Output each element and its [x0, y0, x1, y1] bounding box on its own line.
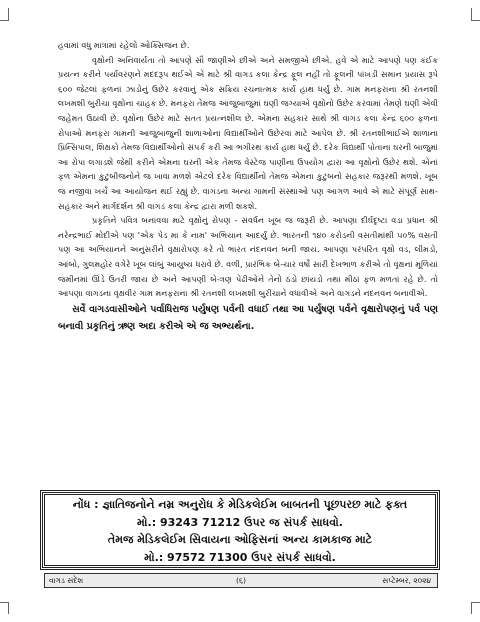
crop-mark-top-left	[8, 8, 21, 20]
paragraph-nature-appeal: પ્રકૃતિને પવિત્ર બનાવવા માટે વૃક્ષોનું રોપણ - સંવર્ધન ખૂબ જ જરૂરી છે. આપણા દીર્ઘદૃષ્ટા વડા પ્રધાન શ્રી નરેન્દ્રભાઈ મોદીએ પણ 'એક પેડ મા કે નામ' અભિયાન આદર્યું છે. ભારતની ૧૪૦ કરોડની વસતીમાંથી ૫૦% વસતી પણ આ અભિયાનને અનુસરીને વૃક્ષારોપણ કરે તો ભારત નંદનવન બની જાય. આપણા પરંપરિત વૃક્ષો વડ, લીમડો, આંબો, ગુલમહોર વગેરે ખૂબ લાંબું આયુષ્ય ધરાવે છે. વળી, પ્રારંભિક બે-ચાર વર્ષો સારી દેખભાળ કરીએ તો વૃક્ષનાં મૂળિયાં જમીનમાં ઊંડે ઉતરી જાય છે અને આપણી બે-ત્રણ પેઢીઓને તેનો ઠંડો છાંયડો તથા મીઠાં ફળ મળતાં રહે છે. તો આપણા વાગડના વૃક્ષવીર ગામ મનફરાના શ્રી રતનશી લખમશી બુરીચાને વધાવીએ અને વાગડને નંદનવન બનાવીએ.	[58, 215, 438, 299]
paryushan-appeal: સર્વે વાગડવાસીઓને પર્વાધિરાજ પર્યુષણ પર્વની વધાઈ તથા આ પર્યુષણ પર્વને વૃક્ષારોપણનું પર્વ પણ બનાવી પ્રકૃતિનું ઋણ અદા કરીએ એ જ અભ્યર્થના.	[58, 303, 438, 332]
paragraph-tree-planting-initiative: વૃક્ષોની અનિવાર્યતા તો આપણે સૌ જાણીએ છીએ અને સમજીએ છીએ. હવે એ માટે આપણે પણ કંઈક પ્રયત્ન કરીને પર્યાવરણને મદદરૂપ થઈએ એ માટે શ્રી વાગડ કલા કેન્દ્ર ફૂલ નહીં તો ફૂલની પાંખડી સમાન પ્રયાસ રૂપે ૬૦૦ જેટલાં ફળનાં ઝાડોનું ઉછેર કરવાનું એક સક્રિય રચનાત્મક કાર્ય હાથ ધર્યું છે. ગામ મનફરાના શ્રી રતનશી લખમશી બુરીચા વૃક્ષોના ચાહક છે. મનફરા તેમજ આજુબાજુમાં ઘણી જગ્યાએ વૃક્ષોનો ઉછેર કરવામાં તેમણે ઘણી એવી જહેમત ઉઠાવી છે. વૃક્ષોના ઉછેર માટે સતત પ્રયત્નશીલ છે. એમના સહકાર સાથે શ્રી વાગડ કલા કેન્દ્ર ૬૦૦ ફળના રોપાઓ મનફરા ગામની આજુબાજુની શાળાઓના વિદ્યાર્થીઓને ઉછેરવા માટે આપેલ છે. શ્રી રતનશીભાઈએ શાળાના પ્રિન્સિપાલ, શિક્ષકો તેમજ વિદ્યાર્થીઓનો સંપર્ક કરી આ ભગીરથ કાર્ય હાથ ધર્યું છે. દરેક વિદ્યાર્થી પોતાના ઘરની બાજુમાં આ રોપા લગાડશે જેથી કરીને એમના ઘરની એક તેમજ વેસ્ટેજ પાણીના ઉપયોગ દ્વારા આ વૃક્ષોનો ઉછેર થશે. એનાં ફળ એમના કુટુંબીજનોને જ ખાવા મળશે એટલે દરેક વિદ્યાર્થીનો તેમજ એમના કુટુંબનો સહકાર જરૂરથી મળશે. ખૂબ જ નજીવા ખર્ચે આ આયોજન થઈ રહ્યું છે. વાગડના અન્ય ગામની સંસ્થાઓ પણ આગળ આવે એ માટે સંપૂર્ણ સાથ-સહકાર અને માર્ગદર્શન શ્રી વાગડ કલા કેન્દ્ર દ્વારા મળી શકશે.	[58, 54, 438, 211]
article-body	[58, 38, 438, 335]
footer-issue-date: સપ્ટેમ્બર, ૨૦૨૪	[382, 576, 431, 585]
notice-line-1: નોંધ : જ્ઞાતિજનોને નમ્ર અનુરોધ કે મેડિકલેઈમ બાબતની પૂછપરછ માટે ફક્ત	[72, 498, 408, 511]
crop-mark-bottom-left	[8, 602, 21, 614]
page-footer	[44, 573, 438, 588]
notice-mediclaim-phone: મો.: 93243 71212 ઉપર જ સંપર્ક સાધવો.	[137, 515, 343, 529]
notice-office-phone: મો.: 97572 71300 ઉપર સંપર્ક સાધવો.	[144, 550, 336, 564]
opening-line: હવામાં વધુ માત્રામાં રહેલો ઓક્સિજન છે.	[58, 40, 190, 50]
footer-page-number: (૬)	[236, 576, 246, 585]
notice-box	[44, 494, 436, 566]
notice-line-3: તેમજ મેડિકલેઈમ સિવાયના ઓફિસનાં અન્ય કામકાજ માટે	[107, 533, 373, 546]
footer-magazine-name: વાગડ સંદેશ	[49, 576, 84, 585]
crop-mark-top-right	[459, 8, 472, 20]
crop-mark-bottom-right	[459, 602, 472, 614]
